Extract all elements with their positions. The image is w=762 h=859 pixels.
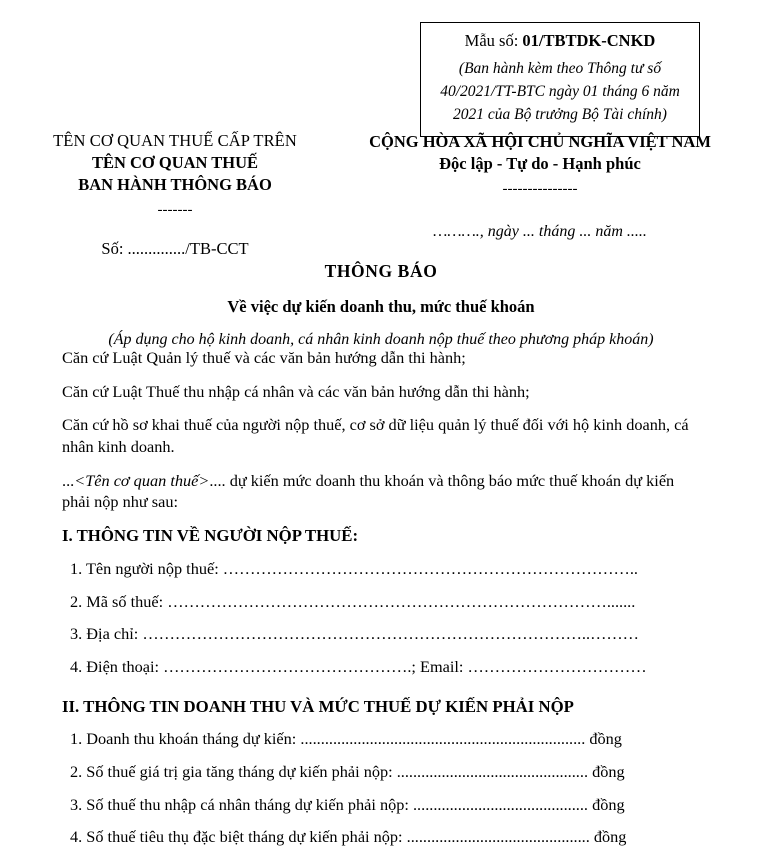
form-code-issued-line-2: 40/2021/TT-BTC ngày 01 tháng 6 năm	[440, 83, 680, 101]
section-spacer	[62, 689, 702, 692]
form-code-line	[429, 29, 691, 53]
estimated-vat-field: 2. Số thuế giá trị gia tăng tháng dự kiến phải nộp: ............................................... đồng	[70, 762, 625, 782]
form-code-box	[420, 22, 700, 137]
estimated-monthly-revenue-field: 1. Doanh thu khoán tháng dự kiến: ...................................................................... đồng	[70, 729, 622, 749]
section-1-heading: I. THÔNG TIN VỀ NGƯỜI NỘP THUẾ:	[62, 526, 359, 546]
issuing-authority-block	[10, 130, 340, 259]
form-code-value: 01/TBTDK-CNKD	[522, 31, 656, 50]
form-code-label: Mẫu số:	[464, 31, 519, 50]
form-code-issued-line-3: 2021 của Bộ trưởng Bộ Tài chính)	[453, 106, 667, 124]
document-scope-note: (Áp dụng cho hộ kinh doanh, cá nhân kinh doanh nộp thuế theo phương pháp khoán)	[108, 331, 654, 349]
section-2-heading: II. THÔNG TIN DOANH THU VÀ MỨC THUẾ DỰ KIẾN PHẢI NỘP	[62, 696, 574, 716]
national-motto: Độc lập - Tự do - Hạnh phúc	[439, 153, 641, 173]
declaration-paragraph	[62, 470, 702, 513]
document-number-line: Số: ............../TB-CCT	[101, 238, 249, 258]
tax-code-field: 2. Mã số thuế: ……………………………………………………………………….......	[70, 591, 636, 611]
document-title: THÔNG BÁO	[324, 261, 438, 281]
phone-email-field: 4. Điện thoại: ……………………………………….; Email: ……………………………	[70, 656, 647, 676]
national-heading-block	[330, 131, 750, 241]
legal-basis-paragraph-3: Căn cứ hồ sơ khai thuế của người nộp thuế, cơ sở dữ liệu quản lý thuế đối với hộ kinh doanh, cá nhân kinh doanh.	[62, 415, 689, 457]
title-block	[31, 260, 731, 351]
document-body	[62, 347, 702, 859]
tax-authority-label: TÊN CƠ QUAN THUẾ	[91, 152, 259, 172]
declaration-suffix: .... dự kiến mức doanh thu khoán và thông báo mức thuế khoán dự kiến phải nộp như sau:	[62, 470, 675, 512]
declaration-prefix: ...	[62, 470, 75, 490]
document-subtitle: Về việc dự kiến doanh thu, mức thuế khoán	[227, 296, 535, 316]
legal-basis-paragraph-2: Căn cứ Luật Thuế thu nhập cá nhân và các văn bản hướng dẫn thi hành;	[62, 381, 530, 401]
estimated-special-consumption-tax-field: 4. Số thuế tiêu thụ đặc biệt tháng dự kiến phải nộp: ............................................. đồng	[70, 827, 627, 847]
country-name: CỘNG HÒA XÃ HỘI CHỦ NGHĨA VIỆT NAM	[369, 132, 711, 151]
place-and-date-line: ………., ngày ... tháng ... năm .....	[433, 223, 647, 241]
legal-basis-paragraph-1: Căn cứ Luật Quản lý thuế và các văn bản hướng dẫn thi hành;	[62, 348, 466, 367]
issuing-authority-separator: -------	[157, 202, 193, 219]
taxpayer-name-field: 1. Tên người nộp thuế: …………………………………………………………………..	[70, 558, 638, 578]
form-code-issued-line-1: (Ban hành kèm theo Thông tư số	[458, 59, 662, 77]
form-code-issued-note	[429, 57, 691, 127]
estimated-personal-income-tax-field: 3. Số thuế thu nhập cá nhân tháng dự kiến phải nộp: ........................................... đồng	[70, 794, 625, 814]
address-field: 3. Địa chỉ: ………………………………………………………………………..………	[70, 624, 639, 644]
issuing-notice-label: BAN HÀNH THÔNG BÁO	[78, 174, 272, 194]
national-heading-separator: ---------------	[502, 180, 578, 197]
superior-tax-authority-label: TÊN CƠ QUAN THUẾ CẤP TRÊN	[53, 131, 297, 150]
tax-authority-placeholder: <Tên cơ quan thuế>	[74, 470, 210, 490]
